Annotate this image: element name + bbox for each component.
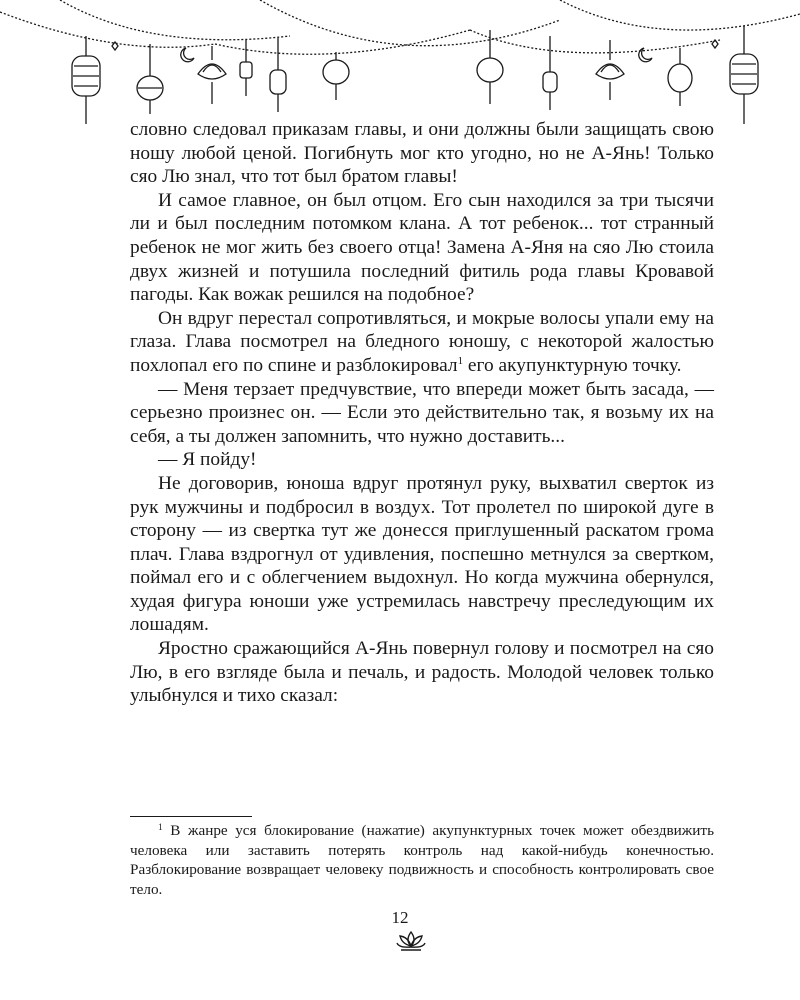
hanging-lanterns-illustration <box>0 0 800 125</box>
paragraph-text: Он вдруг перестал сопротивляться, и мокрые волосы упали ему на глаза. Глава посмотрел на бледного юношу, с некоторой жалостью похлопал его по спине и разблокировал <box>130 307 714 376</box>
footnote-reference: 1 <box>457 354 464 367</box>
paragraph: Не договорив, юноша вдруг протянул руку, выхватил сверток из рук мужчины и подбросил в воздух. Тот пролетел по широкой дуге в сторону — из свертка тут же донесся приглушенный раскатом грома плач. Глава вздрогнул от удивления, поспешно метнулся за свертком, поймал его и с облегчением выдохнул. Но когда мужчина обернулся, худая фигура юноши уже устремилась навстречу преследующим их лошадям. <box>130 472 714 636</box>
paragraph-text-continued: его акупунктурную точку. <box>463 354 682 376</box>
footnote-divider <box>130 816 252 817</box>
footnote-text: В жанре уся блокирование (нажатие) акупунктурных точек может обездвижить человека или заставить потерять контроль над какой-нибудь конечностью. Разблокирование возвращает человеку подвижность и способность контролировать свое тело. <box>130 822 714 898</box>
footnote-marker: 1 <box>158 823 163 833</box>
footnote <box>130 821 714 899</box>
page-number: 12 <box>391 908 409 927</box>
dialogue-line: — Меня терзает предчувствие, что впереди может быть засада, — серьезно произнес он. — Если это действительно так, я возьму их на себя, а ты должен запомнить, что нужно доставить... <box>130 378 714 447</box>
dialogue-line: — Я пойду! <box>158 449 257 471</box>
paragraph: Яростно сражающийся А-Янь повернул голову и посмотрел на сяо Лю, в его взгляде была и печаль, и радость. Молодой человек только улыбнулся и тихо сказал: <box>130 638 714 707</box>
paragraph-with-footnote <box>130 307 714 378</box>
lotus-icon <box>396 930 426 957</box>
body-text <box>130 118 714 708</box>
paragraph: И самое главное, он был отцом. Его сын находился за три тысячи ли и был последним потомком клана. А тот ребенок... тот странный ребенок не мог жить без своего отца! Замена А-Яня на сяо Лю стоила двух жизней и потушила последний фитиль рода главы Кровавой пагоды. Как вожак решился на подобное? <box>130 189 714 306</box>
paragraph: словно следовал приказам главы, и они должны были защищать свою ношу любой ценой. Погибнуть мог кто угодно, но не А-Янь! Только сяо Лю знал, что тот был братом главы! <box>130 119 714 188</box>
